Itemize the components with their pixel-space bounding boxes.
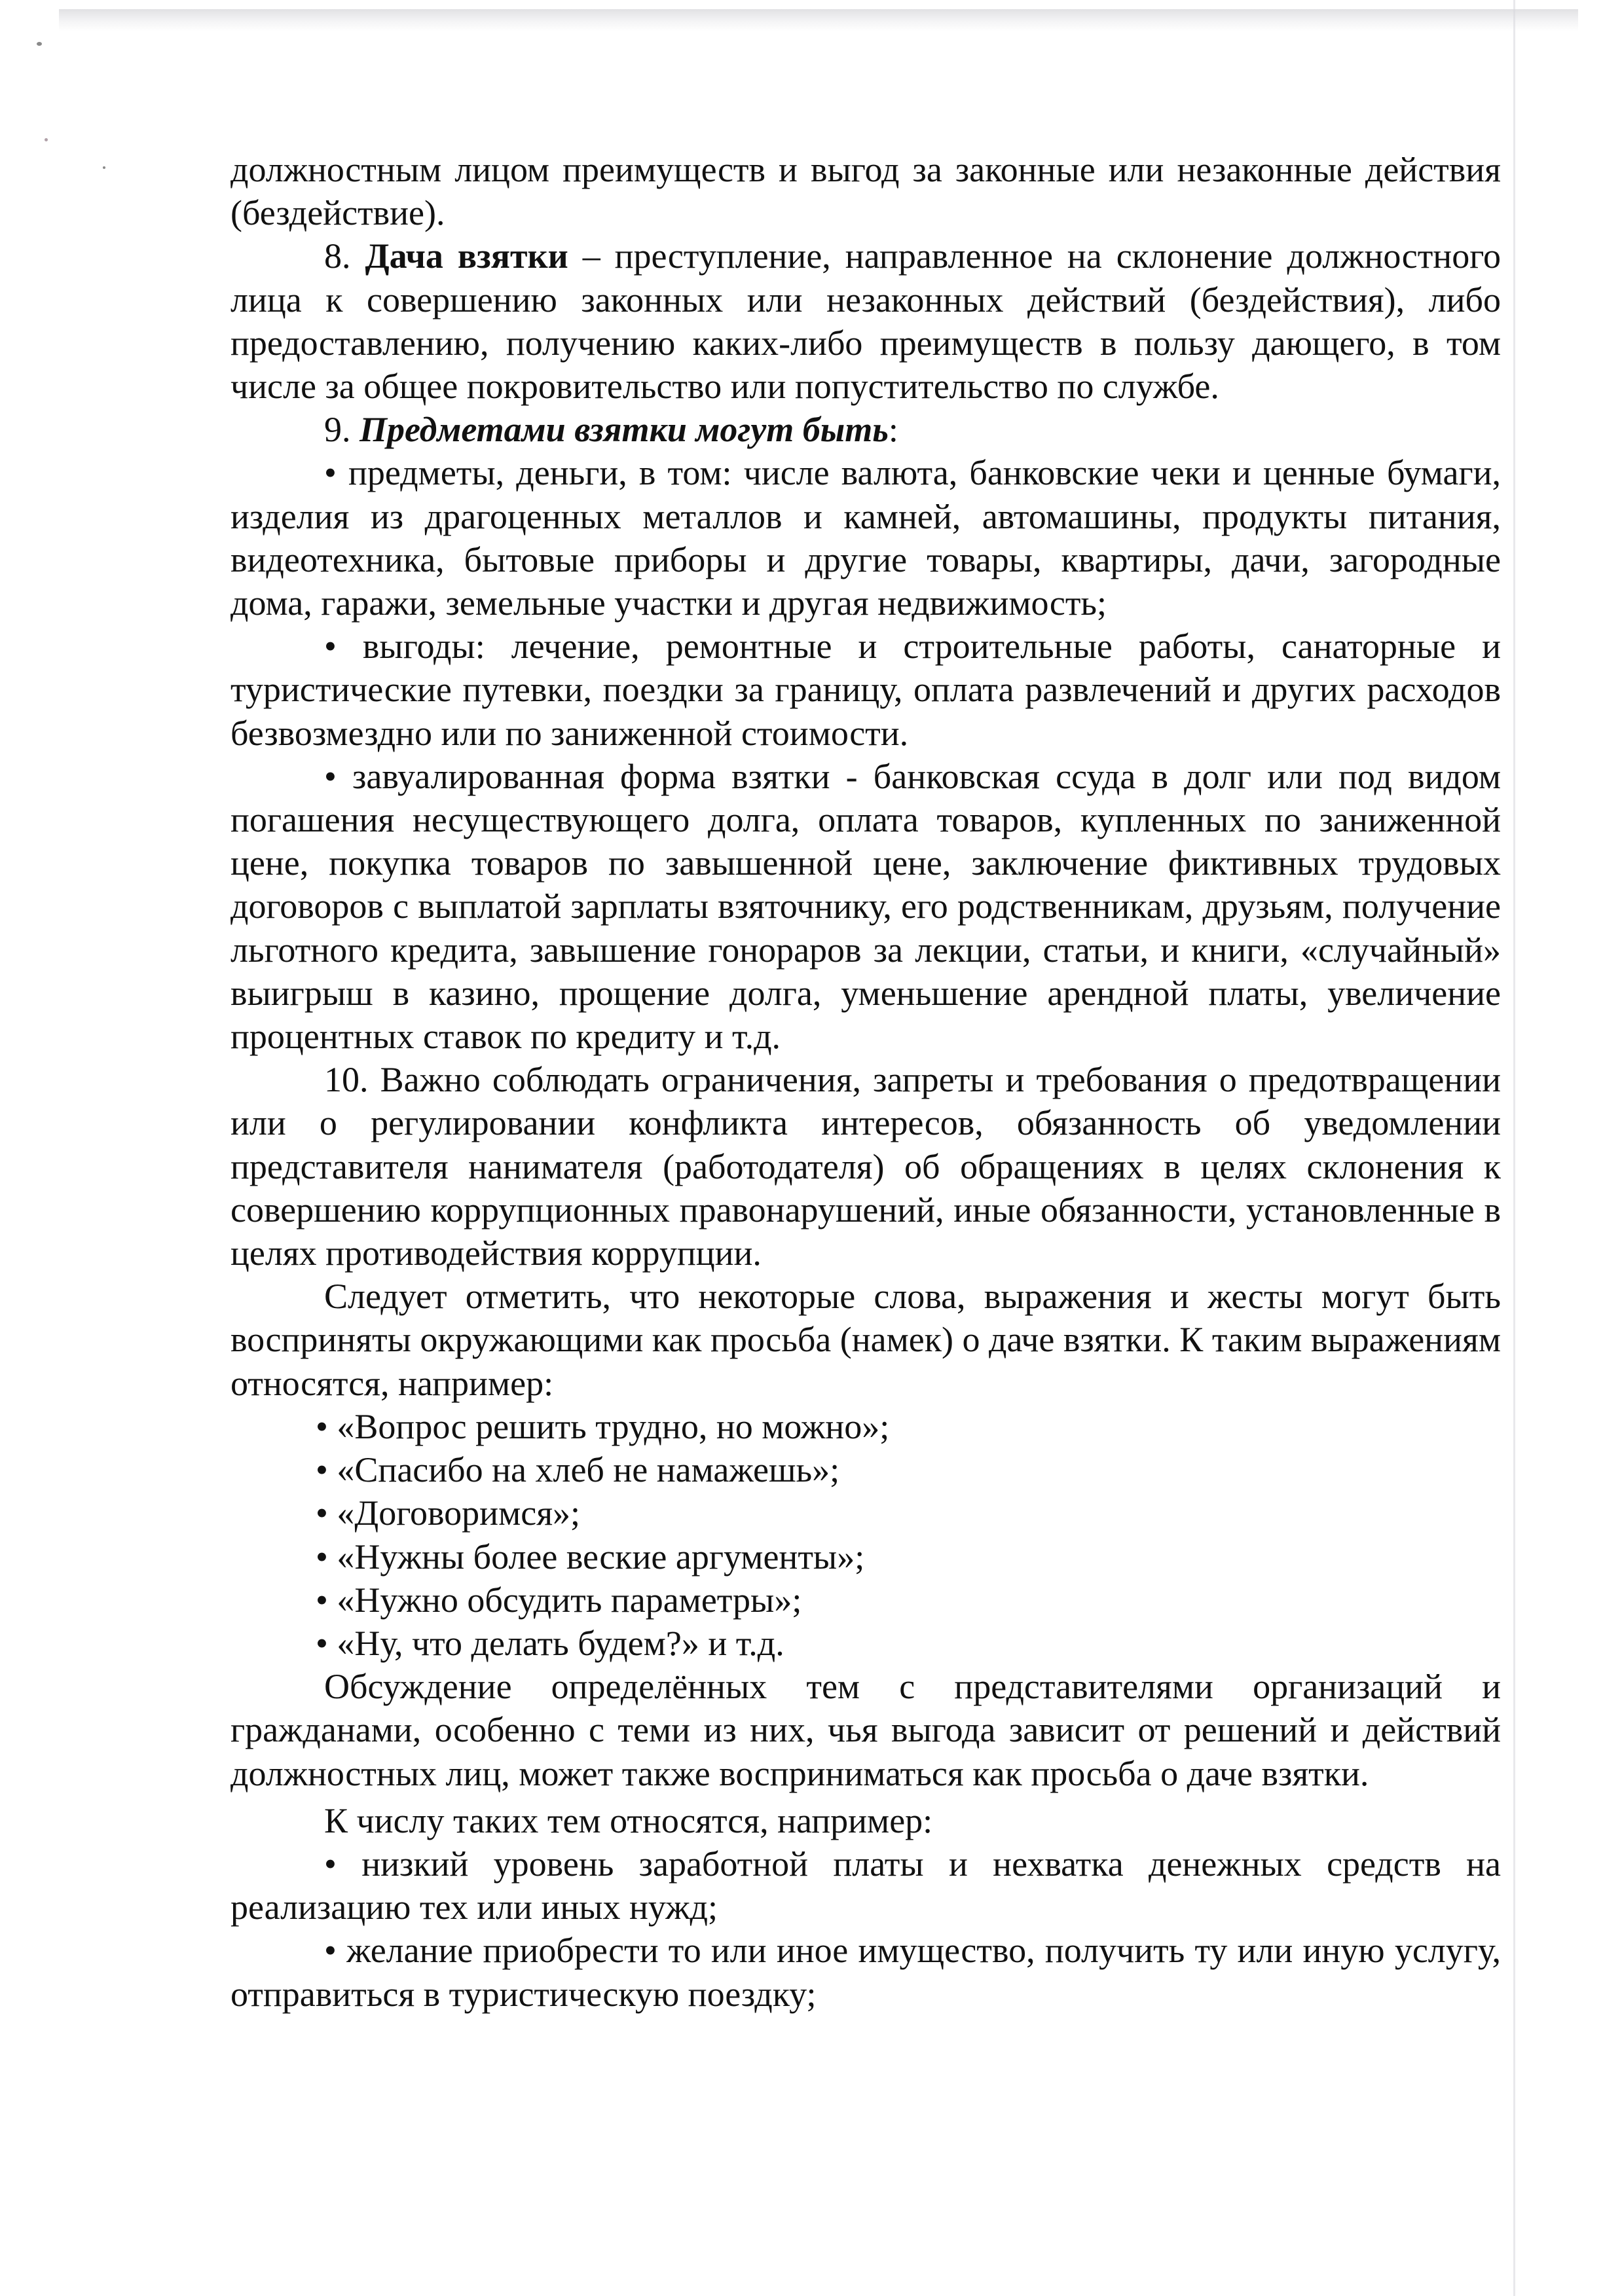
paragraph-text: должностным лицом преимуществ и выгод за законные или незаконные действия (бездействие). xyxy=(230,150,1501,233)
expression-item: • «Вопрос решить трудно, но можно»; xyxy=(316,1406,890,1446)
scan-speck xyxy=(37,42,42,46)
heading-bribe-subjects: Предметами взятки могут быть xyxy=(359,410,889,450)
bullet-topic-acquisition xyxy=(230,1929,1501,2015)
item-number: 9. xyxy=(324,410,359,450)
bullet-items xyxy=(230,451,1501,625)
paragraph-expressions-intro xyxy=(230,1275,1501,1405)
paragraph-text: • желание приобрести то или иное имущество, получить ту или иную услугу, отправиться в туристическую поездку; xyxy=(230,1931,1501,2014)
paragraph-text: • предметы, деньги, в том: числе валюта, банковские чеки и ценные бумаги, изделия из драгоценных металлов и камней, автомашины, продукты питания, видеотехника, бытовые приборы и другие товары, квартиры, дачи, загородные дома, гаражи, земельные участки и другая недвижимость; xyxy=(230,453,1501,623)
paragraph-text: К числу таких тем относятся, например: xyxy=(324,1800,933,1840)
expression-item: • «Нужно обсудить параметры»; xyxy=(316,1580,802,1620)
expression-item: • «Спасибо на хлеб не намажешь»; xyxy=(316,1450,840,1490)
document-page xyxy=(230,148,1501,2016)
scan-speck xyxy=(103,166,105,169)
expression-item: • «Нужны более веские аргументы»; xyxy=(316,1537,865,1576)
paragraph-discussion xyxy=(230,1665,1501,1795)
heading-colon: : xyxy=(888,410,898,450)
expressions-list xyxy=(230,1405,1501,1665)
scan-top-band xyxy=(59,9,1578,31)
expression-item: • «Договоримся»; xyxy=(316,1493,581,1533)
paragraph-continuation xyxy=(230,148,1501,234)
paragraph-text: Следует отметить, что некоторые слова, выражения и жесты могут быть восприняты окружающими как просьба (намек) о даче взятки. К таким выражениям относятся, например: xyxy=(230,1277,1501,1403)
bullet-topic-low-salary xyxy=(230,1842,1501,1929)
paragraph-text: 10. Важно соблюдать ограничения, запреты и требования о предотвращении или о регулировании конфликта интересов, обязанность об уведомлении представителя нанимателя (работодателя) об обращениях в целях склонения к совершению коррупционных правонарушений, иные обязанности, установленные в целях противодействия коррупции. xyxy=(230,1060,1501,1273)
bullet-benefits xyxy=(230,625,1501,755)
scan-right-edge xyxy=(1513,0,1515,2296)
paragraph-text: – преступление, направленное на склонение должностного лица к совершению законных или незаконных действий (бездействия), либо предоставлению, получению каких-либо преимуществ в пользу дающего, в том числе за общее покровительство или попустительство по службе. xyxy=(230,236,1501,407)
paragraph-text: • завуалированная форма взятки - банковская ссуда в долг или под видом погашения несуществующего долга, оплата товаров, купленных по заниженной цене, покупка товаров по завышенной цене, заключение фиктивных трудовых договоров с выплатой зарплаты взяточнику, его родственникам, друзьям, получение льготного кредита, завышение гонораров за лекции, статьи, и книги, «случайный» выигрыш в казино, прощение долга, уменьшение арендной платы, увеличение процентных ставок по кредиту и т.д. xyxy=(230,756,1501,1057)
scan-speck xyxy=(45,138,48,141)
paragraph-text: Обсуждение определённых тем с представителями организаций и гражданами, особенно с теми из них, чья выгода зависит от решений и действий должностных лиц, может также восприниматься как просьба о даче взятки. xyxy=(230,1667,1501,1793)
paragraph-text: • низкий уровень заработной платы и нехватка денежных средств на реализацию тех или иных нужд; xyxy=(230,1844,1501,1927)
bullet-veiled-bribe xyxy=(230,755,1501,1058)
expression-item: • «Ну, что делать будем?» и т.д. xyxy=(316,1623,784,1663)
paragraph-item-8 xyxy=(230,234,1501,408)
item-number: 8. xyxy=(324,236,365,276)
paragraph-item-9-heading xyxy=(230,408,1501,451)
paragraph-text: • выгоды: лечение, ремонтные и строительные работы, санаторные и туристические путевки, поездки за границу, оплата развлечений и других расходов безвозмездно или по заниженной стоимости. xyxy=(230,627,1501,753)
term-bribe-giving: Дача взятки xyxy=(365,236,568,276)
paragraph-topics-intro xyxy=(230,1799,1501,1842)
paragraph-item-10 xyxy=(230,1058,1501,1275)
